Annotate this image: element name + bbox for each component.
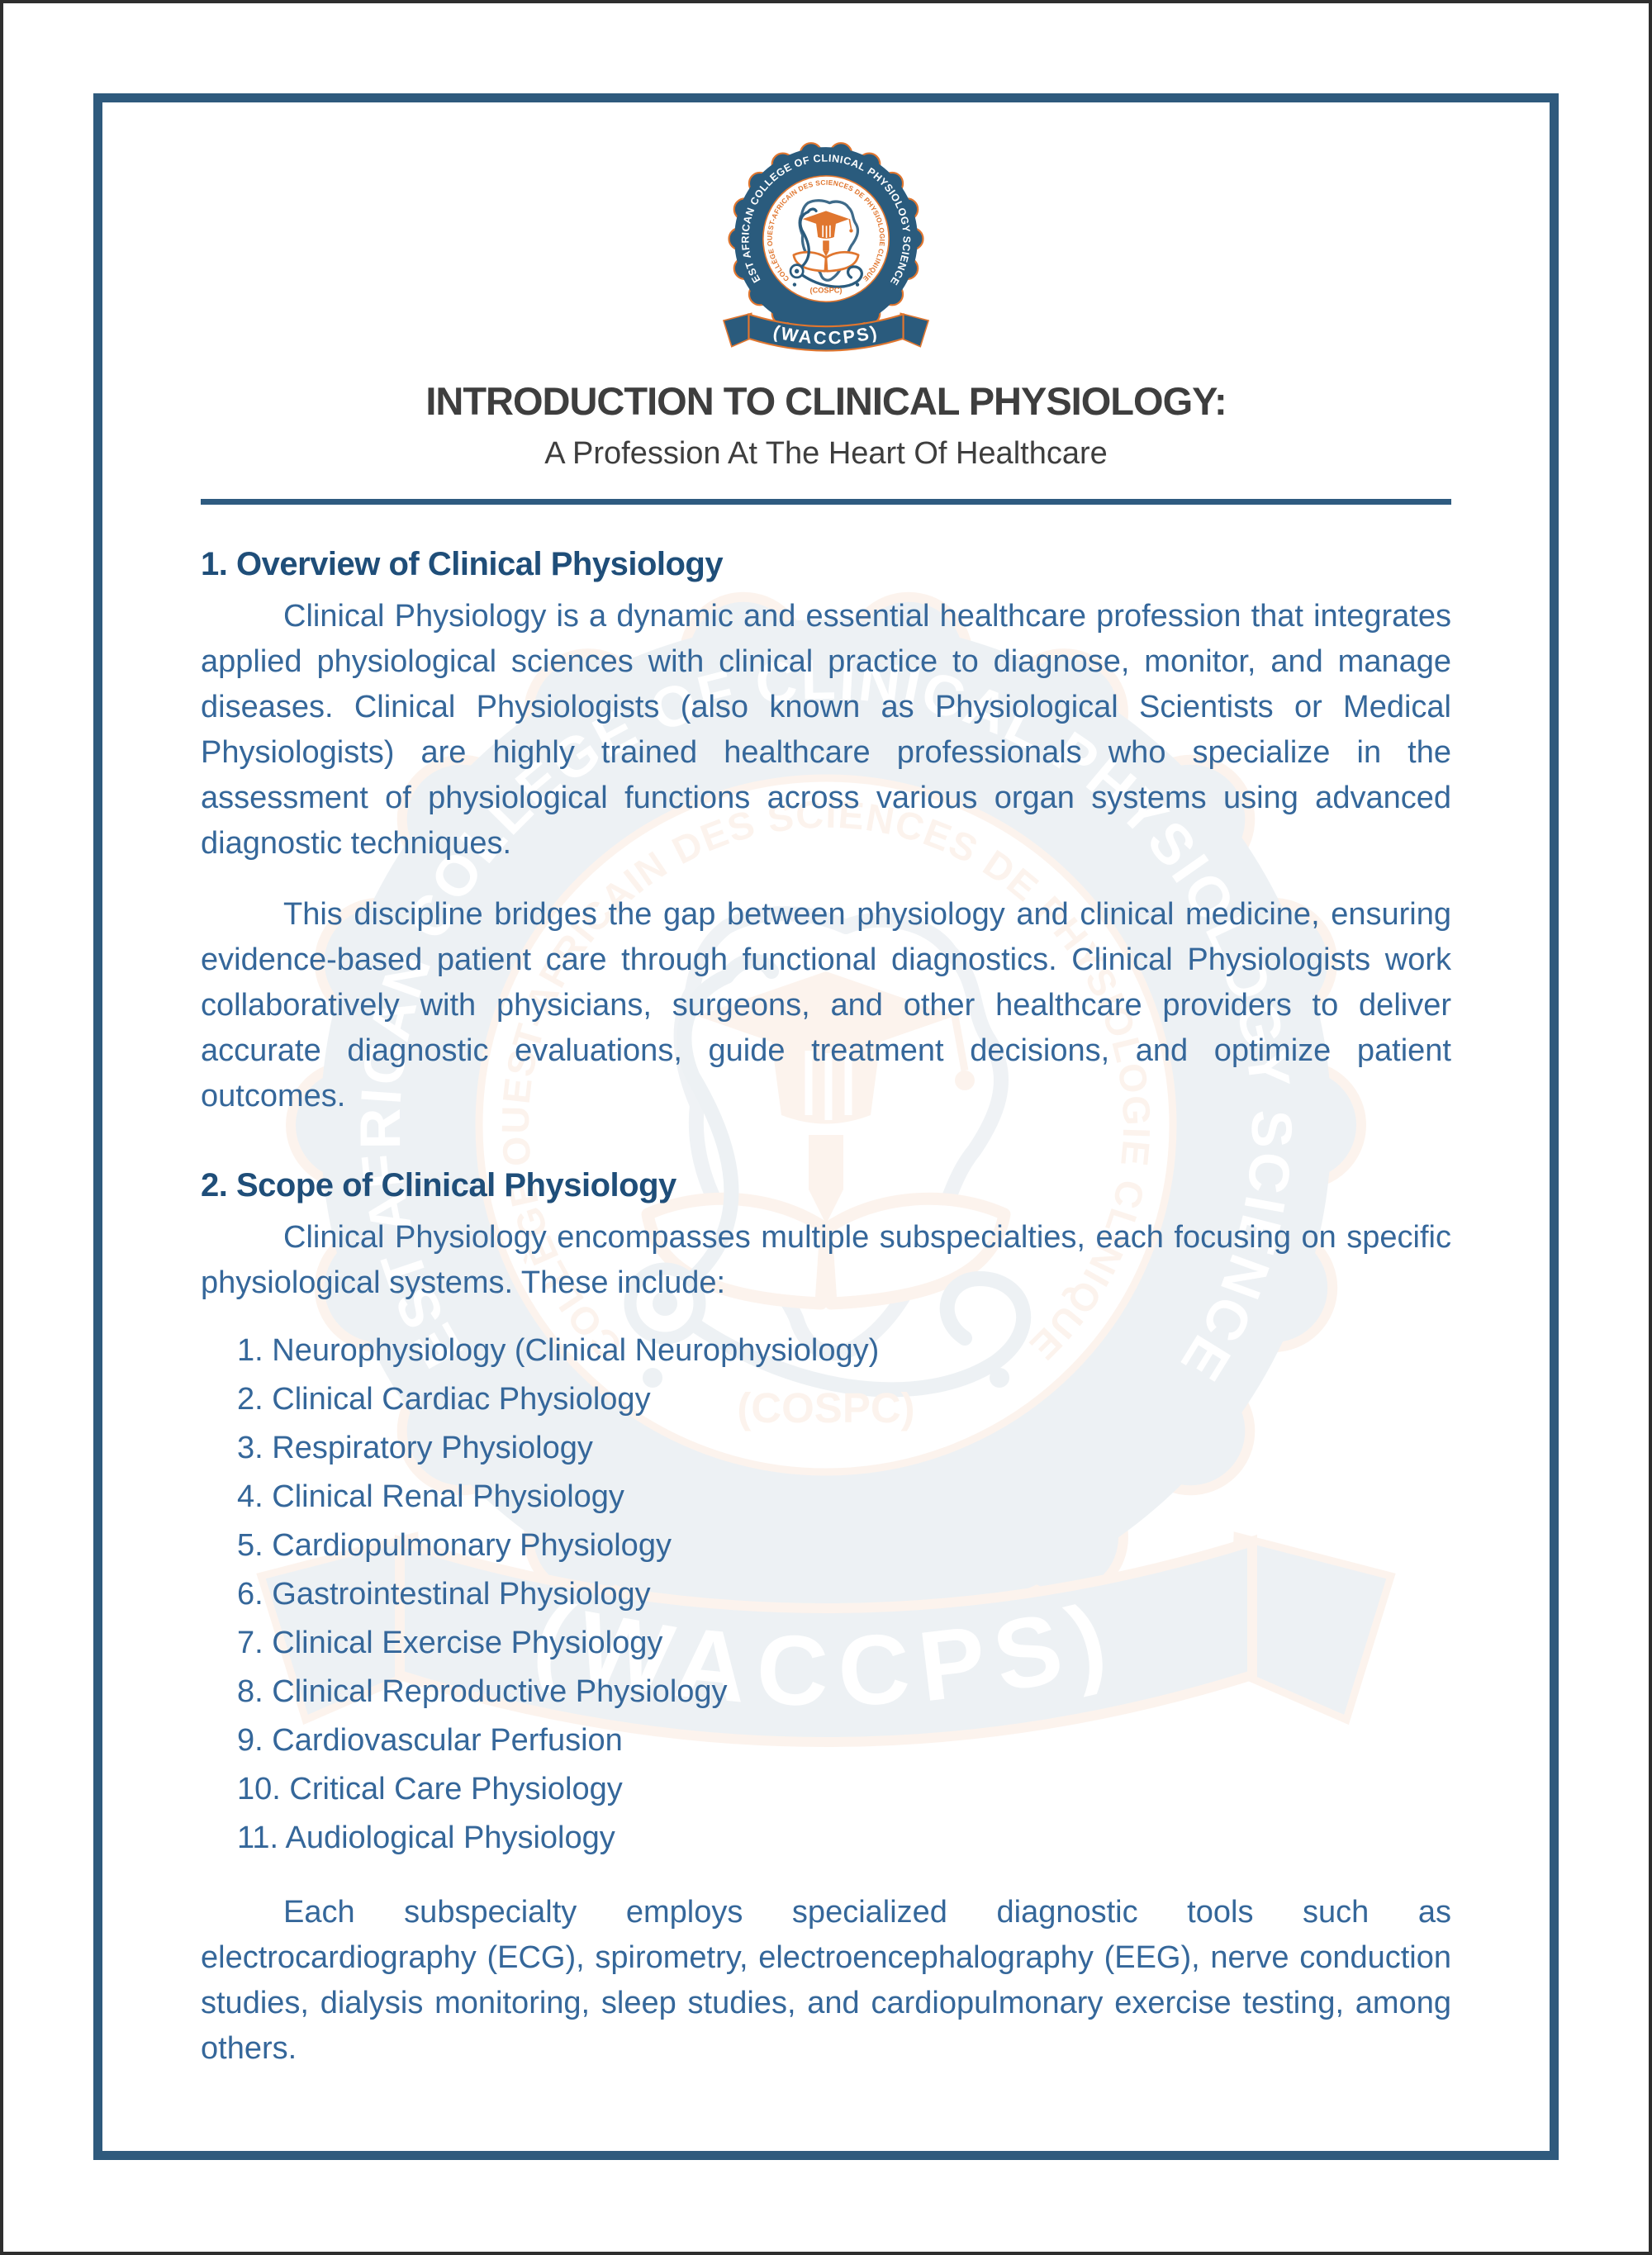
list-item-label: Clinical Cardiac Physiology	[272, 1382, 651, 1417]
list-item	[237, 1327, 1451, 1374]
list-item-label: Gastrointestinal Physiology	[272, 1577, 651, 1612]
subspecialty-list	[201, 1327, 1451, 1862]
list-item	[237, 1815, 1451, 1862]
list-item-label: Audiological Physiology	[285, 1821, 615, 1856]
list-item	[237, 1376, 1451, 1423]
page-content	[102, 102, 1550, 2151]
list-item-label: Cardiopulmonary Physiology	[272, 1528, 672, 1564]
page-border-frame	[93, 93, 1559, 2160]
list-item-label: Cardiovascular Perfusion	[272, 1723, 623, 1759]
list-item	[237, 1425, 1451, 1472]
list-item-label: Clinical Renal Physiology	[272, 1479, 624, 1515]
list-item	[237, 1474, 1451, 1521]
list-item	[237, 1669, 1451, 1716]
list-item-label: Neurophysiology (Clinical Neurophysiology)	[272, 1333, 880, 1369]
list-item	[237, 1522, 1451, 1569]
list-item	[237, 1620, 1451, 1667]
section2-closing-paragraph: Each subspecialty employs specialized diagnostic tools such as electrocardiography (ECG), spirometry, electroencephalography (EEG), nerve conduction studies, dialysis monitoring, sleep studies, and cardiopulmonary exercise testing, among others.	[201, 1895, 1451, 2067]
section2-intro: Clinical Physiology encompasses multiple subspecialties, each focusing on specific physiological systems. These include:	[201, 1219, 1451, 1301]
title-divider	[201, 499, 1451, 505]
college-logo	[714, 135, 938, 366]
list-item-label: Critical Care Physiology	[289, 1772, 623, 1807]
section1-paragraph-1: Clinical Physiology is a dynamic and essential healthcare profession that integrates applied physiological sciences with clinical practice to diagnose, monitor, and manage diseases. Clinical Physiologists (also known as Physiological Scientists or Medical Physiologists) are highly trained healthcare professionals who specialize in the assessment of physiological functions across various organ systems using advanced diagnostic techniques.	[201, 598, 1451, 862]
page-subtitle: A Profession At The Heart Of Healthcare	[544, 435, 1108, 471]
section2-heading: 2. Scope of Clinical Physiology	[201, 1166, 676, 1203]
list-item	[237, 1717, 1451, 1764]
page-title: INTRODUCTION TO CLINICAL PHYSIOLOGY:	[425, 378, 1227, 423]
list-item-label: Respiratory Physiology	[272, 1431, 593, 1466]
list-item-label: Clinical Reproductive Physiology	[272, 1674, 728, 1710]
section1-heading: 1. Overview of Clinical Physiology	[201, 545, 724, 582]
section1-paragraph-2: This discipline bridges the gap between physiology and clinical medicine, ensuring evidence-based patient care through functional diagnostics. Clinical Physiologists work collaboratively with physicians, surgeons, and other healthcare providers to deliver accurate diagnostic evaluations, guide treatment decisions, and optimize patient outcomes.	[201, 896, 1451, 1113]
list-item	[237, 1571, 1451, 1618]
list-item	[237, 1766, 1451, 1813]
list-item-label: Clinical Exercise Physiology	[272, 1626, 663, 1661]
